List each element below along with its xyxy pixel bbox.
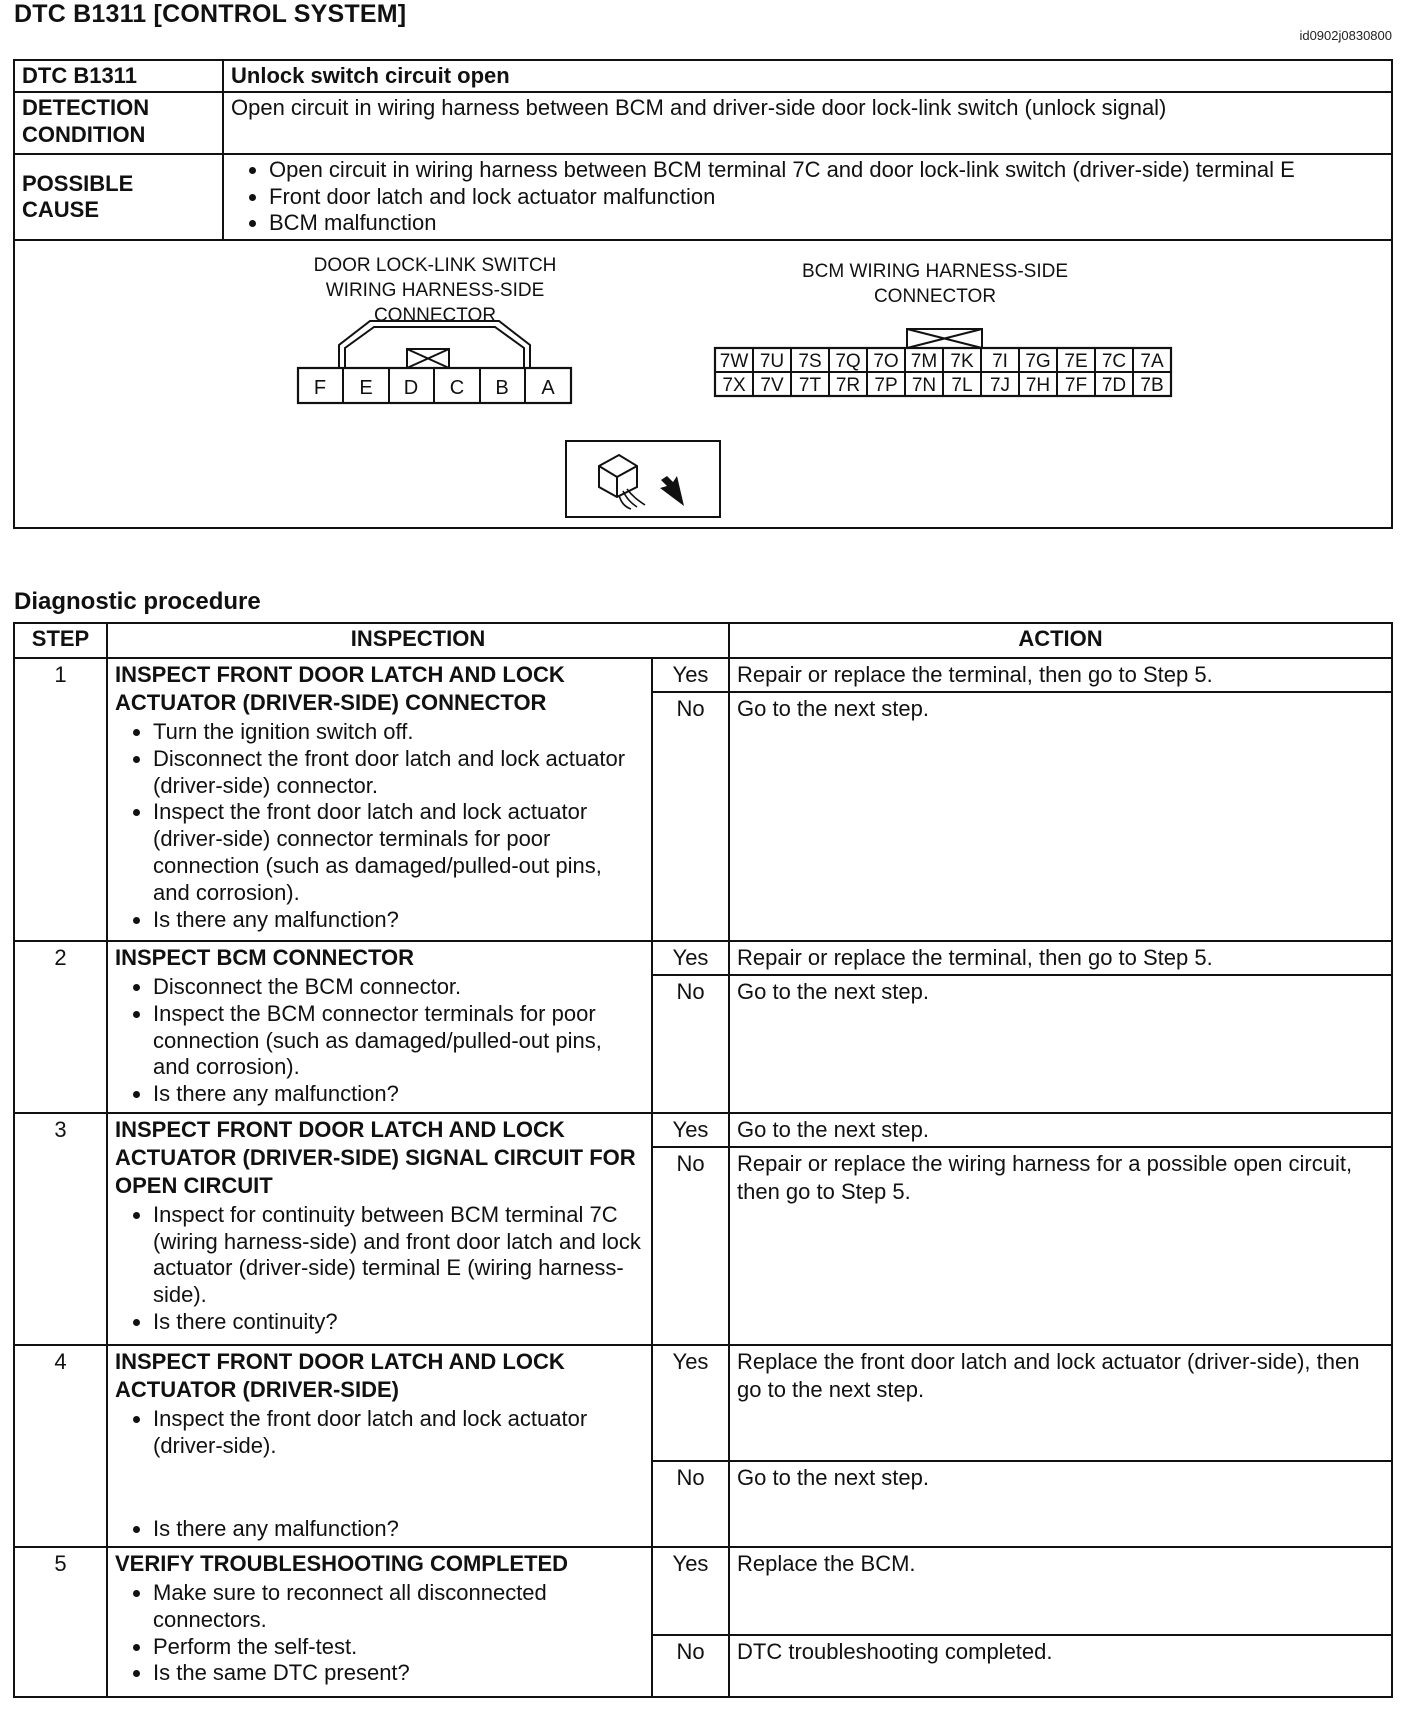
no-action: Go to the next step. — [729, 692, 1392, 941]
possible-cause-list — [231, 157, 1384, 236]
diagnostic-procedure-table — [13, 622, 1393, 1698]
dtc-code-row — [14, 60, 1392, 92]
bcm-pin: 7K — [950, 350, 974, 372]
bcm-pin: 7A — [1140, 350, 1164, 372]
yes-label: Yes — [652, 941, 729, 975]
bcm-pin: 7D — [1101, 374, 1127, 396]
bcm-pin: 7Q — [835, 350, 861, 372]
step-bullets — [115, 974, 644, 1108]
step-bullet: • Inspect for continuity between BCM terminal 7C (wiring harness-side) and front door latch and lock actuator (driver-side) terminal E (wiring harness-side). — [153, 1202, 644, 1309]
door-switch-pin: C — [449, 376, 465, 399]
door-switch-pin: D — [403, 376, 419, 399]
step-1-yes-row — [14, 658, 1392, 692]
harness-side-view-icon — [566, 441, 720, 517]
step-bullet: • Inspect the BCM connector terminals for poor connection (such as damaged/pulled-out pins, and corrosion). — [153, 1001, 644, 1081]
bcm-pins — [720, 351, 1164, 396]
bcm-pin: 7R — [835, 374, 861, 396]
bcm-pin: 7M — [910, 350, 938, 372]
step-bullet: • Is there any malfunction? — [153, 907, 644, 934]
procedure-heading: Diagnostic procedure — [14, 588, 261, 615]
bcm-pin: 7S — [798, 350, 822, 372]
detection-condition-label — [14, 92, 223, 154]
door-switch-label-line-1: DOOR LOCK-LINK SWITCH — [313, 254, 557, 276]
cause-label-line-2: CAUSE — [22, 196, 100, 222]
no-action: Repair or replace the wiring harness for a possible open circuit, then go to Step 5. — [729, 1147, 1392, 1345]
step-5-yes-row — [14, 1547, 1392, 1635]
bcm-pin: 7P — [874, 374, 898, 396]
page-title: DTC B1311 [CONTROL SYSTEM] — [14, 0, 407, 28]
cause-item: • BCM malfunction — [269, 210, 1384, 236]
step-inspection — [107, 941, 652, 1113]
step-column-header: STEP — [14, 623, 107, 658]
step-number: 5 — [14, 1547, 107, 1697]
dtc-code-label: DTC B1311 — [14, 60, 223, 92]
door-switch-label-line-3: CONNECTOR — [373, 304, 497, 326]
step-number: 1 — [14, 658, 107, 941]
cause-item: • Front door latch and lock actuator malfunction — [269, 184, 1384, 210]
bcm-pin: 7J — [989, 374, 1011, 396]
step-bullet: • Is there any malfunction? — [153, 1516, 644, 1543]
bcm-pin: 7B — [1140, 374, 1164, 396]
door-switch-pin: A — [541, 376, 555, 399]
yes-label: Yes — [652, 1113, 729, 1147]
no-label: No — [652, 692, 729, 941]
diagram-row — [14, 240, 1392, 528]
no-action: Go to the next step. — [729, 1461, 1392, 1547]
step-inspection — [107, 658, 652, 941]
bcm-pin: 7U — [759, 350, 785, 372]
yes-action: Replace the front door latch and lock actuator (driver-side), then go to the next step. — [729, 1345, 1392, 1461]
procedure-header-row — [14, 623, 1392, 658]
step-bullet: • Is the same DTC present? — [153, 1660, 644, 1687]
bcm-pin: 7W — [719, 350, 749, 372]
door-switch-pin: F — [313, 376, 327, 399]
dtc-info-table — [13, 59, 1393, 529]
step-4-yes-row — [14, 1345, 1392, 1461]
step-bullet: • Disconnect the BCM connector. — [153, 974, 644, 1001]
yes-label: Yes — [652, 658, 729, 692]
door-switch-pin: B — [495, 376, 509, 399]
no-label: No — [652, 1147, 729, 1345]
yes-label: Yes — [652, 1547, 729, 1635]
yes-action: Repair or replace the terminal, then go to Step 5. — [729, 941, 1392, 975]
bcm-pin: 7X — [722, 374, 746, 396]
step-bullet: • Inspect the front door latch and lock actuator (driver-side) connector terminals for poor connection (such as damaged/pulled-out pins, and corrosion). — [153, 799, 644, 906]
bcm-pin: 7H — [1025, 374, 1051, 396]
inspection-column-header: INSPECTION — [107, 623, 729, 658]
yes-action: Go to the next step. — [729, 1113, 1392, 1147]
connector-diagram-cell — [14, 240, 1392, 528]
bcm-pin: 7F — [1064, 374, 1088, 396]
dtc-code-description: Unlock switch circuit open — [223, 60, 1392, 92]
step-number: 2 — [14, 941, 107, 1113]
step-bullet: • Make sure to reconnect all disconnected connectors. — [153, 1580, 644, 1634]
detection-label-line-1: DETECTION — [22, 95, 150, 121]
step-number: 3 — [14, 1113, 107, 1345]
bcm-pin: 7N — [911, 374, 937, 396]
detection-condition-row — [14, 92, 1392, 154]
document-id: id0902j0830800 — [1299, 28, 1392, 43]
no-action: Go to the next step. — [729, 975, 1392, 1113]
no-label: No — [652, 1635, 729, 1697]
door-switch-label-line-2: WIRING HARNESS-SIDE — [325, 279, 545, 301]
cause-item: • Open circuit in wiring harness between BCM terminal 7C and door lock-link switch (driver-side) terminal E — [269, 157, 1384, 183]
bcm-label-line-1: BCM WIRING HARNESS-SIDE — [801, 260, 1069, 282]
step-bullet: • Perform the self-test. — [153, 1634, 644, 1661]
step-bullets — [115, 1580, 644, 1687]
step-3-yes-row — [14, 1113, 1392, 1147]
step-inspection — [107, 1345, 652, 1547]
step-bullet: • Is there any malfunction? — [153, 1081, 644, 1108]
possible-cause-row — [14, 154, 1392, 239]
step-title: INSPECT BCM CONNECTOR — [115, 945, 415, 970]
no-action: DTC troubleshooting completed. — [729, 1635, 1392, 1697]
no-label: No — [652, 1461, 729, 1547]
possible-cause-list-cell — [223, 154, 1392, 239]
bcm-pin: 7L — [951, 374, 973, 396]
step-bullets — [115, 1406, 644, 1542]
step-title: INSPECT FRONT DOOR LATCH AND LOCK ACTUATOR (DRIVER-SIDE) CONNECTOR — [115, 662, 565, 715]
possible-cause-label — [14, 154, 223, 239]
bcm-pin: 7G — [1025, 350, 1051, 372]
step-bullets — [115, 1202, 644, 1336]
action-column-header: ACTION — [729, 623, 1392, 658]
step-inspection — [107, 1547, 652, 1697]
yes-label: Yes — [652, 1345, 729, 1461]
connector-diagram — [15, 241, 1391, 527]
bcm-pin: 7O — [873, 350, 899, 372]
step-inspection — [107, 1113, 652, 1345]
step-bullet: • Turn the ignition switch off. — [153, 719, 644, 746]
bcm-pin: 7T — [798, 374, 822, 396]
step-title: INSPECT FRONT DOOR LATCH AND LOCK ACTUATOR (DRIVER-SIDE) — [115, 1349, 565, 1402]
step-bullet: • Disconnect the front door latch and lock actuator (driver-side) connector. — [153, 746, 644, 800]
yes-action: Replace the BCM. — [729, 1547, 1392, 1635]
step-bullet: • Is there continuity? — [153, 1309, 644, 1336]
step-bullets — [115, 719, 644, 934]
no-label: No — [652, 975, 729, 1113]
step-2-yes-row — [14, 941, 1392, 975]
bcm-pin: 7E — [1064, 350, 1088, 372]
cause-label-line-1: POSSIBLE — [22, 170, 134, 196]
step-bullet: • Inspect the front door latch and lock actuator (driver-side). — [153, 1406, 644, 1460]
bcm-pin: 7I — [992, 350, 1008, 372]
detection-condition-text: Open circuit in wiring harness between BCM and driver-side door lock-link switch (unlock signal) — [223, 92, 1392, 154]
yes-action: Repair or replace the terminal, then go to Step 5. — [729, 658, 1392, 692]
step-number: 4 — [14, 1345, 107, 1547]
step-title: VERIFY TROUBLESHOOTING COMPLETED — [115, 1551, 569, 1576]
detection-label-line-2: CONDITION — [22, 121, 146, 147]
step-title: INSPECT FRONT DOOR LATCH AND LOCK ACTUATOR (DRIVER-SIDE) SIGNAL CIRCUIT FOR OPEN CIRCUIT — [115, 1117, 636, 1198]
door-switch-pin: E — [359, 376, 373, 399]
bcm-pin: 7C — [1101, 350, 1127, 372]
door-switch-connector-drawing — [298, 321, 571, 403]
bcm-pin: 7V — [760, 374, 784, 396]
bcm-label-line-2: CONNECTOR — [873, 285, 997, 307]
